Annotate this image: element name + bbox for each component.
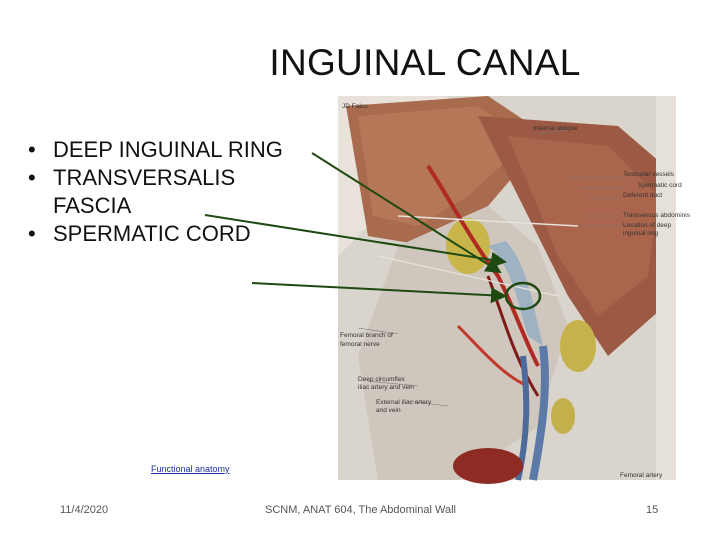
figure-label: Location of deep	[623, 222, 672, 229]
figure-label: Testicular vessels	[623, 171, 674, 178]
functional-anatomy-link[interactable]: Functional anatomy	[151, 464, 230, 474]
figure-label: femoral nerve	[340, 341, 380, 348]
figure-label: External iliac artery	[376, 399, 432, 406]
deep-ring-circle-marker	[506, 283, 540, 309]
arrow-spermatic-cord	[252, 283, 505, 296]
figure-label: Deep circumflex	[358, 376, 405, 383]
page-number: 15	[646, 504, 659, 516]
artist-signature: JD Falco	[342, 103, 368, 110]
figure-label: and vein	[376, 407, 401, 414]
figure-label: inguinal ring	[623, 230, 659, 237]
bullet-dot: •	[28, 221, 36, 246]
slide-title: INGUINAL CANAL	[269, 42, 581, 83]
bullet-label: DEEP INGUINAL RING	[53, 137, 283, 162]
bullet-label: TRANSVERSALIS FASCIA	[53, 165, 236, 218]
figure-label: iliac artery and vein	[358, 384, 414, 391]
arrow-transversalis	[205, 215, 505, 262]
arrow-deep-ring	[312, 153, 500, 272]
bullet-dot: •	[28, 137, 36, 162]
bullet-dot: •	[28, 165, 36, 190]
figure-label: Femoral artery	[620, 472, 663, 479]
figure-label: Deferent duct	[623, 192, 663, 199]
figure-label: Transversus abdominis	[623, 212, 690, 219]
bullet-label: SPERMATIC CORD	[53, 221, 251, 246]
footer-course: SCNM, ANAT 604, The Abdominal Wall	[265, 504, 456, 516]
figure-label: Internal oblique	[533, 125, 578, 132]
footer-date: 11/4/2020	[60, 504, 109, 516]
figure-label: Spermatic cord	[638, 182, 682, 189]
figure-label: Femoral branch of	[340, 332, 393, 339]
